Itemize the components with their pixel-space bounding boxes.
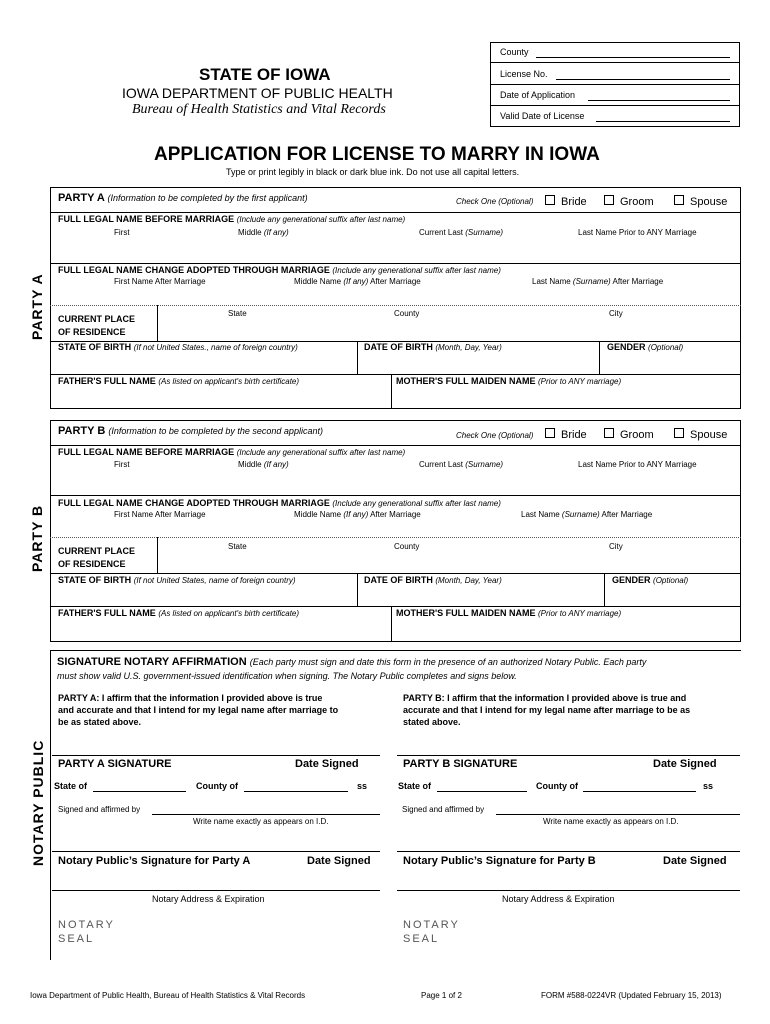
party-a-gender-input[interactable] [600,354,740,374]
notary-seal-a [58,918,115,946]
party-b-check-one: Check One (Optional) [456,431,534,440]
party-b-state-label: State [228,542,247,551]
notary-b-affirm-1: PARTY B: I affirm that the information I provided above is true and [403,693,687,703]
notary-b-date-signed-label: Date Signed [663,855,727,867]
license-no-field[interactable] [556,79,730,80]
notary-heading-note: (Each party must sign and date this form in the presence of an authorized Notary Public. Each party [249,657,647,667]
party-a-state-birth-note: (If not United States., name of foreign country) [133,343,298,352]
party-a-residence-input[interactable] [158,320,740,341]
party-a-last-after: After Marriage [612,277,664,286]
party-b-mother-input[interactable] [392,620,740,641]
party-b-father-label [58,609,299,618]
party-a-bride-label: Bride [561,196,587,208]
notary-b-affirm-2: accurate and that I intend for my legal name after marriage to be as [403,705,691,715]
party-a-middle-label [238,229,289,237]
notary-seal-2: SEAL [403,933,440,945]
party-a-last-after-label [532,278,663,286]
party-b-bride-label: Bride [561,429,587,441]
party-b-name-change-input[interactable] [51,521,740,537]
party-a-county-of-label: County of [196,781,238,791]
party-b-middle-after-label [294,511,421,519]
party-b-spouse-checkbox[interactable] [674,428,684,438]
notary-address-a-label: Notary Address & Expiration [152,894,265,904]
party-a-legal-name-note: (Include any generational suffix after last name) [236,215,406,224]
party-a-signed-affirmed-label: Signed and affirmed by [58,805,141,814]
party-b-last-prior-label: Last Name Prior to ANY Marriage [578,460,697,469]
party-a-middle-after-note: (If any) [343,277,369,286]
county-field[interactable] [536,57,730,58]
party-b-county-of-field[interactable] [583,791,696,792]
state-title: STATE OF IOWA [199,65,331,84]
party-b-current-last-note: (Surname) [465,460,504,469]
notary-signature-b-line[interactable] [397,851,740,852]
party-b-county-label: County [394,542,420,551]
party-b-spouse-label: Spouse [690,429,728,441]
date-of-application-field[interactable] [588,100,730,101]
party-a-middle: Middle [238,228,262,237]
party-b-legal-name-note: (Include any generational suffix after last name) [236,448,406,457]
notary-signature-a-label: Notary Public’s Signature for Party A [58,855,251,867]
party-b-current-last-label [419,461,503,469]
party-a-state-label: State [228,309,247,318]
party-b-heading: PARTY B [58,425,106,437]
party-a-mother-input[interactable] [392,388,740,408]
party-b-name-change: FULL LEGAL NAME CHANGE ADOPTED THROUGH MARRIAGE [58,498,330,508]
party-b-middle-label [238,461,289,469]
party-a-check-one: Check One (Optional) [456,197,534,206]
notary-signature-b-label: Notary Public’s Signature for Party B [403,855,596,867]
party-a-residence-1: CURRENT PLACE [58,314,136,324]
notary-a-affirm-2: and accurate and that I intend for my legal name after marriage to [58,705,339,715]
party-a-mother-label [396,377,621,386]
party-a-father-note: (As listed on applicant's birth certificate) [158,377,300,386]
county-label: County [500,47,529,57]
instructions: Type or print legibly in black or dark blue ink. Do not use all capital letters. [226,167,520,177]
party-b-father-note: (As listed on applicant's birth certificate) [158,609,300,618]
party-b-current-last: Current Last [419,460,464,469]
party-a-signature-label: PARTY A SIGNATURE [58,758,172,770]
party-a-spouse-checkbox[interactable] [674,195,684,205]
party-b-groom-label: Groom [620,429,654,441]
party-b-mother: MOTHER'S FULL MAIDEN NAME [396,608,536,618]
party-b-date-birth: DATE OF BIRTH [364,575,433,585]
party-b-last-name: Last Name [521,510,560,519]
party-b-legal-name-input[interactable] [51,471,740,495]
party-b-affirmation [403,692,690,728]
party-b-signed-affirmed-field[interactable] [496,814,740,815]
party-b-city-label: City [609,542,623,551]
party-b-side-label: PARTY B [29,504,45,572]
party-a-signature-line[interactable] [52,755,380,756]
notary-address-b-label: Notary Address & Expiration [502,894,615,904]
notary-address-a-line[interactable] [52,890,380,891]
notary-signature-a-line[interactable] [52,851,380,852]
party-a-write-name-label: Write name exactly as appears on I.D. [193,817,329,826]
party-a-county-label: County [394,309,420,318]
party-b-middle: Middle [238,460,262,469]
footer-form-number: FORM #588-0224VR (Updated February 15, 2013) [541,991,722,1000]
party-b-groom-checkbox[interactable] [604,428,614,438]
party-a-affirmation [58,692,338,728]
party-b-state-birth-label [58,576,296,585]
party-a-father-label [58,377,299,386]
party-a-gender: GENDER [607,342,646,352]
party-a-heading-note: (Information to be completed by the first applicant) [107,193,308,203]
party-a-heading: PARTY A [58,192,105,204]
party-b-state-birth-note: (If not United States, name of foreign country) [133,576,296,585]
party-a-city-label: City [609,309,623,318]
party-a-heading [58,193,308,204]
valid-date-field[interactable] [596,121,730,122]
party-b-name-change-note: (Include any generational suffix after last name) [332,499,501,508]
valid-date-label: Valid Date of License [500,111,585,121]
notary-seal-b [403,918,460,946]
department-name: IOWA DEPARTMENT OF PUBLIC HEALTH [122,85,393,101]
party-a-gender-label [607,343,683,352]
notary-a-date-signed-label: Date Signed [307,855,371,867]
party-b-date-birth-label [364,576,502,585]
party-b-middle-after-note: (If any) [343,510,369,519]
party-b-first-label: First [114,460,130,469]
party-b-legal-name: FULL LEGAL NAME BEFORE MARRIAGE [58,447,235,457]
party-b-last-after: After Marriage [601,510,653,519]
party-a-last-prior-label: Last Name Prior to ANY Marriage [578,228,697,237]
party-a-date-birth-input[interactable] [358,354,598,374]
party-a-date-birth-label [364,343,502,352]
party-b-residence-2: OF RESIDENCE [58,559,126,569]
party-a-first-label: First [114,228,130,237]
party-b-middle-after: Middle Name [294,510,342,519]
notary-a-affirm-3: be as stated above. [58,717,142,727]
party-b-state-birth: STATE OF BIRTH [58,575,132,585]
party-a-father-input[interactable] [51,388,390,408]
party-a-current-last-note: (Surname) [465,228,504,237]
party-a-middle-after: Middle Name [294,277,342,286]
party-b-gender-note: (Optional) [653,576,689,585]
party-b-state-birth-input[interactable] [51,587,356,606]
party-a-name-change: FULL LEGAL NAME CHANGE ADOPTED THROUGH MARRIAGE [58,265,330,275]
party-a-date-birth-note: (Month, Day, Year) [435,343,502,352]
notary-heading: SIGNATURE NOTARY AFFIRMATION [57,656,247,668]
party-b-middle-note: (If any) [263,460,289,469]
party-b-residence-label [58,545,135,571]
party-a-father: FATHER'S FULL NAME [58,376,156,386]
license-no-label: License No. [500,69,548,79]
date-of-application-label: Date of Application [500,90,576,100]
party-a-gender-note: (Optional) [648,343,684,352]
party-b-heading [58,426,323,437]
party-b-legal-name-label [58,448,405,457]
party-a-groom-checkbox[interactable] [604,195,614,205]
party-a-mother-note: (Prior to ANY marriage) [538,377,622,386]
party-b-residence-input[interactable] [158,553,740,573]
party-b-gender-input[interactable] [605,587,740,606]
party-b-signature-label: PARTY B SIGNATURE [403,758,518,770]
party-b-heading-note: (Information to be completed by the second applicant) [108,426,323,436]
party-b-write-name-label: Write name exactly as appears on I.D. [543,817,679,826]
party-b-last-after-label [521,511,652,519]
party-a-state-birth-label [58,343,298,352]
party-a-name-change-label [58,266,501,275]
party-a-county-of-field[interactable] [244,791,348,792]
notary-heading [57,657,646,668]
party-a-middle-note: (If any) [263,228,289,237]
party-b-bride-checkbox[interactable] [545,428,555,438]
notary-seal-2: SEAL [58,933,95,945]
party-b-father-input[interactable] [51,620,390,641]
party-b-state-of-label: State of [398,781,432,791]
party-b-father: FATHER'S FULL NAME [58,608,156,618]
notary-seal-1: NOTARY [58,919,115,931]
notary-public-side-label: NOTARY PUBLIC [30,739,46,866]
party-b-county-of-label: County of [536,781,578,791]
party-a-current-last-label [419,229,503,237]
party-a-name-change-note: (Include any generational suffix after last name) [332,266,501,275]
party-a-first-after-label: First Name After Marriage [114,277,206,286]
notary-seal-1: NOTARY [403,919,460,931]
footer-page-number: Page 1 of 2 [421,991,462,1000]
party-b-gender: GENDER [612,575,651,585]
party-b-surname: (Surname) [561,510,600,519]
party-b-date-signed-label: Date Signed [653,758,717,770]
footer-department: Iowa Department of Public Health, Bureau of Health Statistics & Vital Records [30,991,306,1000]
party-a-last-name: Last Name [532,277,571,286]
party-a-residence-label [58,313,135,339]
party-b-mother-note: (Prior to ANY marriage) [538,609,622,618]
page-title: APPLICATION FOR LICENSE TO MARRY IN IOWA [154,144,600,165]
party-a-surname: (Surname) [572,277,611,286]
notary-a-affirm-1: PARTY A: I affirm that the information I provided above is true [58,693,323,703]
party-b-ss: ss [703,781,714,791]
party-a-legal-name-input[interactable] [51,239,740,263]
party-a-legal-name-label [58,215,405,224]
party-b-gender-label [612,576,688,585]
party-b-name-change-label [58,499,501,508]
notary-b-affirm-3: stated above. [403,717,461,727]
party-a-signed-affirmed-field[interactable] [152,814,380,815]
party-a-name-change-input[interactable] [51,288,740,305]
party-a-date-signed-label: Date Signed [295,758,359,770]
party-a-middle-after-label [294,278,421,286]
party-a-bride-checkbox[interactable] [545,195,555,205]
party-a-state-birth-input[interactable] [51,354,356,374]
party-b-first-after-label: First Name After Marriage [114,510,206,519]
party-a-residence-2: OF RESIDENCE [58,327,126,337]
party-b-residence-1: CURRENT PLACE [58,546,136,556]
party-b-after-marriage: After Marriage [370,510,421,519]
party-b-mother-label [396,609,621,618]
party-b-date-birth-note: (Month, Day, Year) [435,576,502,585]
party-b-state-of-field[interactable] [437,791,527,792]
party-a-state-of-label: State of [54,781,88,791]
bureau-name: Bureau of Health Statistics and Vital Records [132,102,386,117]
party-a-legal-name: FULL LEGAL NAME BEFORE MARRIAGE [58,214,235,224]
notary-heading-note: must show valid U.S. government-issued identification when signing. The Notary Public completes and signs below. [57,671,517,681]
party-a-ss: ss [357,781,368,791]
party-a-after-marriage: After Marriage [370,277,421,286]
notary-section-border [50,650,51,960]
party-b-signature-line[interactable] [397,755,740,756]
party-a-mother: MOTHER'S FULL MAIDEN NAME [396,376,536,386]
party-a-side-label: PARTY A [29,273,45,340]
party-b-date-birth-input[interactable] [358,587,603,606]
party-a-groom-label: Groom [620,196,654,208]
party-a-spouse-label: Spouse [690,196,728,208]
notary-address-b-line[interactable] [397,890,740,891]
party-a-date-birth: DATE OF BIRTH [364,342,433,352]
party-a-state-birth: STATE OF BIRTH [58,342,132,352]
party-b-signed-affirmed-label: Signed and affirmed by [402,805,485,814]
party-a-state-of-field[interactable] [93,791,186,792]
party-a-current-last: Current Last [419,228,464,237]
